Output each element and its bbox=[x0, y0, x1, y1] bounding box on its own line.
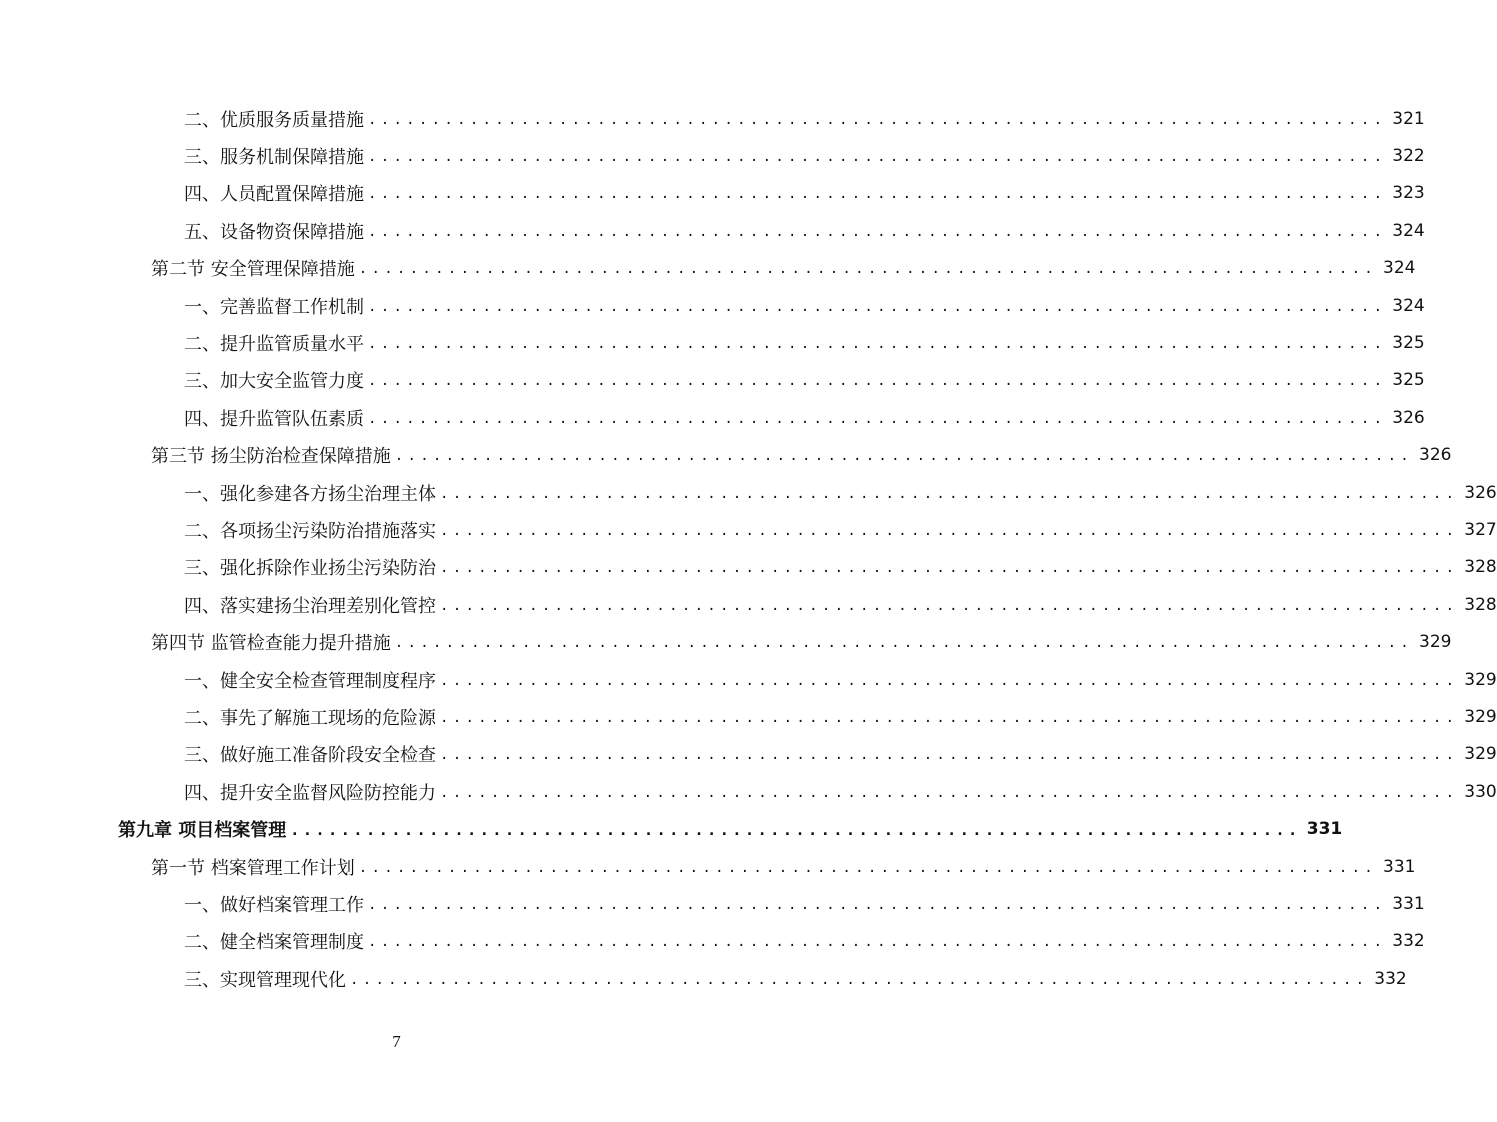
page-number: 7 bbox=[392, 1032, 401, 1051]
toc-entry[interactable] bbox=[0, 773, 1497, 810]
toc-entry[interactable] bbox=[0, 698, 1497, 735]
toc-entry-page: 332 bbox=[1392, 931, 1425, 952]
toc-entry-page: 328 bbox=[1464, 557, 1497, 578]
toc-entry[interactable] bbox=[0, 212, 1425, 249]
toc-section-entry[interactable] bbox=[0, 623, 1452, 660]
toc-entry-label: 一、强化参建各方扬尘治理主体 bbox=[184, 483, 436, 505]
dot-leader: ................................................................................ bbox=[440, 597, 1459, 614]
toc-entry[interactable] bbox=[0, 511, 1497, 548]
toc-entry-page: 329 bbox=[1464, 669, 1497, 690]
toc-entry-label: 三、加大安全监管力度 bbox=[184, 371, 364, 393]
toc-entry-page: 322 bbox=[1392, 146, 1425, 167]
toc-section-entry[interactable] bbox=[0, 250, 1416, 287]
toc-entry-label: 二、事先了解施工现场的危险源 bbox=[184, 707, 436, 729]
dot-leader: ................................................................................ bbox=[368, 223, 1387, 240]
toc-entry-label: 四、提升安全监督风险防控能力 bbox=[184, 782, 436, 804]
toc-entry[interactable] bbox=[0, 175, 1425, 212]
dot-leader: ................................................................................ bbox=[358, 859, 1378, 876]
toc-entry-page: 326 bbox=[1419, 445, 1452, 466]
toc-entry[interactable] bbox=[0, 885, 1425, 922]
toc-entry-page: 328 bbox=[1464, 594, 1497, 615]
toc-entry-label: 三、强化拆除作业扬尘污染防治 bbox=[184, 558, 436, 580]
dot-leader: ................................................................................ bbox=[440, 747, 1459, 764]
toc-entry-label: 五、设备物资保障措施 bbox=[184, 221, 364, 243]
toc-entry-label: 二、健全档案管理制度 bbox=[184, 932, 364, 954]
toc-entry-label: 三、做好施工准备阶段安全检查 bbox=[184, 745, 436, 767]
dot-leader: ................................................................................ bbox=[440, 522, 1459, 539]
toc-entry-label: 二、提升监管质量水平 bbox=[184, 334, 364, 356]
toc-entry-page: 331 bbox=[1392, 893, 1425, 914]
dot-leader: ................................................................................ bbox=[440, 709, 1459, 726]
dot-leader: ................................................................................ bbox=[368, 896, 1387, 913]
toc-entry[interactable] bbox=[0, 137, 1425, 174]
dot-leader: ................................................................................ bbox=[440, 485, 1459, 502]
toc-entry[interactable] bbox=[0, 324, 1425, 361]
toc-entry-label: 四、落实建扬尘治理差别化管控 bbox=[184, 595, 436, 617]
toc-entry-label: 二、各项扬尘污染防治措施落实 bbox=[184, 520, 436, 542]
toc-entry-page: 331 bbox=[1306, 819, 1343, 840]
dot-leader: ................................................................................ bbox=[368, 149, 1387, 166]
toc-entry-page: 325 bbox=[1392, 370, 1425, 391]
dot-leader: ................................................................................ bbox=[350, 971, 1369, 988]
toc-entry-label: 一、完善监督工作机制 bbox=[184, 296, 364, 318]
toc-entry-page: 324 bbox=[1392, 220, 1425, 241]
toc-entry-page: 324 bbox=[1392, 295, 1425, 316]
toc-entry-label: 四、提升监管队伍素质 bbox=[184, 408, 364, 430]
toc-entry[interactable] bbox=[0, 549, 1497, 586]
dot-leader: ................................................................................ bbox=[290, 821, 1301, 840]
toc-entry-label: 第三节 扬尘防治检查保障措施 bbox=[151, 446, 391, 468]
toc-chapter-entry[interactable] bbox=[0, 810, 1343, 847]
toc-entry-page: 325 bbox=[1392, 333, 1425, 354]
toc-entry-label: 三、实现管理现代化 bbox=[184, 969, 346, 991]
dot-leader: ................................................................................ bbox=[440, 784, 1459, 801]
toc-entry[interactable] bbox=[0, 960, 1407, 997]
toc-entry-page: 324 bbox=[1383, 258, 1416, 279]
toc-entry[interactable] bbox=[0, 287, 1425, 324]
toc-entry-label: 二、优质服务质量措施 bbox=[184, 109, 364, 131]
toc-entry[interactable] bbox=[0, 474, 1497, 511]
toc-entry-label: 一、做好档案管理工作 bbox=[184, 894, 364, 916]
toc-entry[interactable] bbox=[0, 399, 1425, 436]
toc-entry-page: 330 bbox=[1464, 781, 1497, 802]
dot-leader: ................................................................................ bbox=[368, 934, 1387, 951]
toc-entry[interactable] bbox=[0, 362, 1425, 399]
dot-leader: ................................................................................ bbox=[368, 373, 1387, 390]
toc-entry-label: 第一节 档案管理工作计划 bbox=[151, 857, 355, 879]
dot-leader: ................................................................................ bbox=[368, 410, 1387, 427]
toc-section-entry[interactable] bbox=[0, 437, 1452, 474]
toc-entry[interactable] bbox=[0, 661, 1497, 698]
toc-entry-page: 331 bbox=[1383, 856, 1416, 877]
toc-entry[interactable] bbox=[0, 586, 1497, 623]
toc-entry-page: 326 bbox=[1392, 407, 1425, 428]
toc-entry[interactable] bbox=[0, 100, 1425, 137]
dot-leader: ................................................................................ bbox=[368, 298, 1387, 315]
toc-entry-page: 321 bbox=[1392, 108, 1425, 129]
dot-leader: ................................................................................ bbox=[394, 635, 1414, 652]
toc-entry-label: 第四节 监管检查能力提升措施 bbox=[151, 633, 391, 655]
table-of-contents bbox=[0, 100, 1497, 997]
toc-entry[interactable] bbox=[0, 736, 1497, 773]
toc-section-entry[interactable] bbox=[0, 848, 1416, 885]
toc-entry-label: 四、人员配置保障措施 bbox=[184, 184, 364, 206]
dot-leader: ................................................................................ bbox=[368, 186, 1387, 203]
toc-entry-page: 327 bbox=[1464, 519, 1497, 540]
toc-entry[interactable] bbox=[0, 923, 1425, 960]
toc-entry-label: 第二节 安全管理保障措施 bbox=[151, 259, 355, 281]
toc-entry-page: 323 bbox=[1392, 183, 1425, 204]
toc-entry-label: 一、健全安全检查管理制度程序 bbox=[184, 670, 436, 692]
toc-entry-page: 332 bbox=[1374, 968, 1407, 989]
toc-entry-page: 329 bbox=[1464, 744, 1497, 765]
dot-leader: ................................................................................ bbox=[440, 560, 1459, 577]
toc-entry-page: 329 bbox=[1464, 706, 1497, 727]
toc-entry-label: 第九章 项目档案管理 bbox=[118, 820, 287, 842]
toc-entry-page: 326 bbox=[1464, 482, 1497, 503]
dot-leader: ................................................................................ bbox=[358, 261, 1378, 278]
dot-leader: ................................................................................ bbox=[368, 111, 1387, 128]
dot-leader: ................................................................................ bbox=[368, 336, 1387, 353]
dot-leader: ................................................................................ bbox=[440, 672, 1459, 689]
dot-leader: ................................................................................ bbox=[394, 448, 1414, 465]
toc-entry-page: 329 bbox=[1419, 632, 1452, 653]
toc-entry-label: 三、服务机制保障措施 bbox=[184, 147, 364, 169]
